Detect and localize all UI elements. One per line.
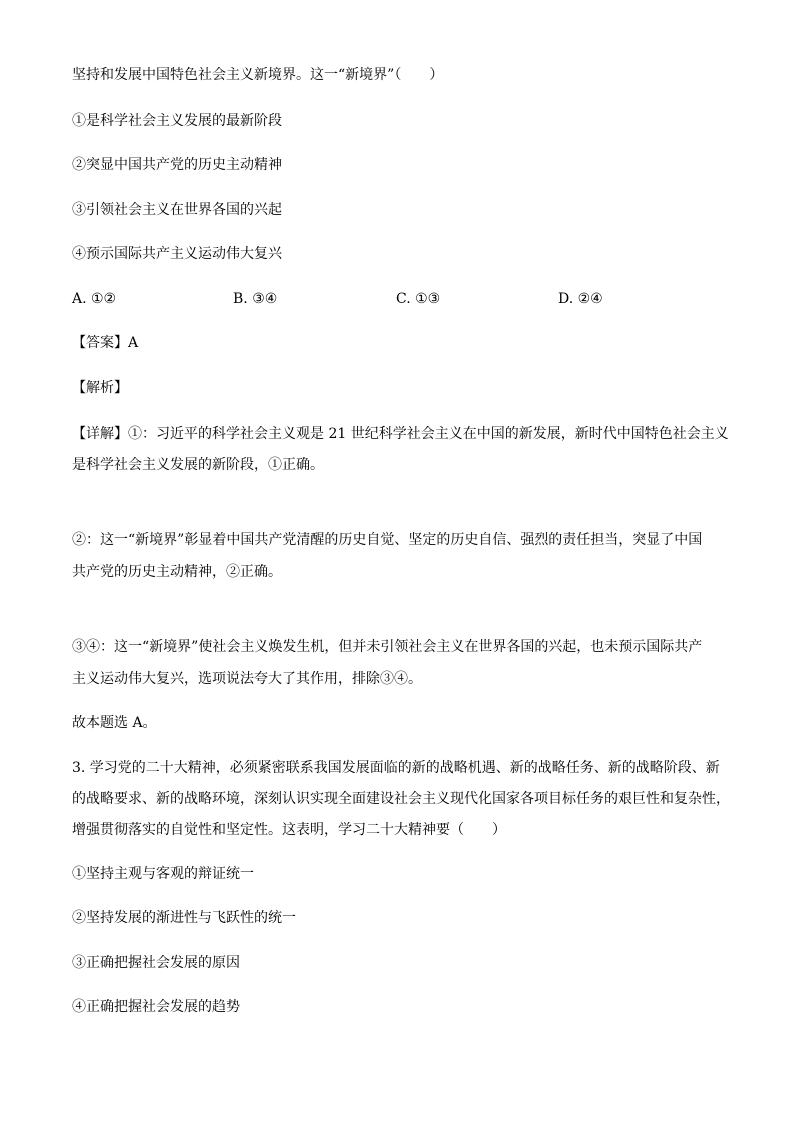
q2-detail-2-line-1: ②：这一“新境界”彰显着中国共产党清醒的历史自觉、坚定的历史自信、强烈的责任担当，突显了中国 — [72, 532, 703, 548]
q2-stem-tail: 坚持和发展中国特色社会主义新境界。这一“新境界”（ ） — [72, 67, 444, 83]
q2-analysis-label: 【解析】 — [72, 380, 128, 396]
q2-statement-1: ①是科学社会主义发展的最新阶段 — [72, 113, 282, 129]
q2-detail-3-line-2: 主义运动伟大复兴，选项说法夸大了其作用，排除③④。 — [72, 671, 422, 687]
q2-statement-2: ②突显中国共产党的历史主动精神 — [72, 157, 282, 173]
q3-stem-line-3: 增强贯彻落实的自觉性和坚定性。这表明，学习二十大精神要（ ） — [72, 822, 506, 838]
q2-option-d: D. ②④ — [558, 291, 603, 307]
q3-stem-line-2: 的战略要求、新的战略环境，深刻认识实现全面建设社会主义现代化国家各项目标任务的艰巨性和复杂性， — [72, 791, 730, 807]
q2-option-c: C. ①③ — [396, 291, 441, 307]
q2-detail-3-line-1: ③④：这一“新境界”使社会主义焕发生机，但并未引领社会主义在世界各国的兴起，也未预示国际共产 — [72, 639, 703, 655]
q3-statement-2: ②坚持发展的渐进性与飞跃性的统一 — [72, 910, 296, 926]
q2-statement-3: ③引领社会主义在世界各国的兴起 — [72, 202, 282, 218]
q3-statement-4: ④正确把握社会发展的趋势 — [72, 999, 240, 1015]
q2-conclusion: 故本题选 A。 — [72, 715, 157, 731]
q3-statement-1: ①坚持主观与客观的辩证统一 — [72, 866, 254, 882]
q2-detail-1-line-1: 【详解】①：习近平的科学社会主义观是 21 世纪科学社会主义在中国的新发展，新时代中国特色社会主义 — [72, 426, 729, 442]
q2-option-b: B. ③④ — [233, 291, 278, 307]
q2-option-a: A. ①② — [72, 291, 117, 307]
q2-answer: 【答案】A — [72, 335, 139, 351]
q3-statement-3: ③正确把握社会发展的原因 — [72, 955, 240, 971]
q2-detail-2-line-2: 共产党的历史主动精神，②正确。 — [72, 564, 282, 580]
q2-statement-4: ④预示国际共产主义运动伟大复兴 — [72, 246, 282, 262]
q2-detail-1-line-2: 是科学社会主义发展的新阶段，①正确。 — [72, 457, 324, 473]
q3-stem-line-1: 3. 学习党的二十大精神，必须紧密联系我国发展面临的新的战略机遇、新的战略任务、新的战略阶段、新 — [72, 760, 720, 776]
